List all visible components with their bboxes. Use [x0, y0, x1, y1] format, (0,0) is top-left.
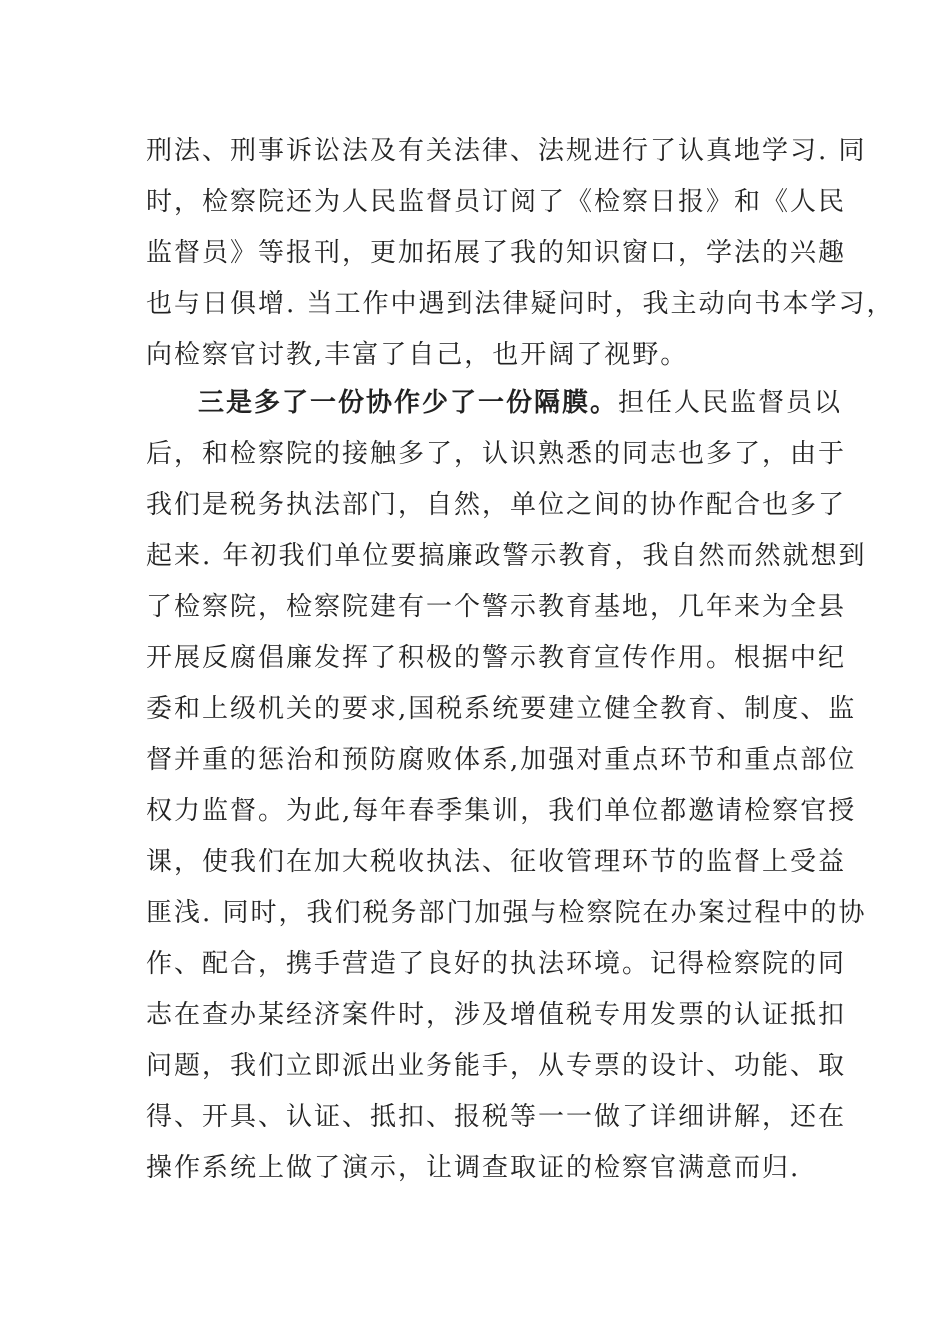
- text-line: 监督员》等报刊，更加拓展了我的知识窗口，学法的兴趣: [146, 238, 847, 268]
- text-line: 起来. 年初我们单位要搞廉政警示教育，我自然而然就想到: [146, 541, 867, 571]
- text-line: 刑法、刑事诉讼法及有关法律、法规进行了认真地学习. 同: [146, 136, 867, 166]
- text-line: 匪浅. 同时，我们税务部门加强与检察院在办案过程中的协: [146, 898, 867, 928]
- text-line: 问题，我们立即派出业务能手，从专票的设计、功能、取: [146, 1051, 847, 1081]
- text-line: 委和上级机关的要求,国税系统要建立健全教育、制度、监: [146, 694, 857, 724]
- paragraph-first-line: [146, 378, 843, 429]
- paragraph-three: [146, 378, 867, 1194]
- text-line: 督并重的惩治和预防腐败体系,加强对重点环节和重点部位: [146, 745, 857, 775]
- text-line: 作、配合，携手营造了良好的执法环境。记得检察院的同: [146, 949, 847, 979]
- text-line: 了检察院，检察院建有一个警示教育基地，几年来为全县: [146, 592, 847, 622]
- text-line: 得、开具、认证、抵扣、报税等一一做了详细讲解，还在: [146, 1102, 847, 1132]
- text-line: 操作系统上做了演示，让调查取证的检察官满意而归.: [146, 1153, 801, 1183]
- paragraph-heading: 三是多了一份协作少了一份隔膜。: [198, 388, 619, 418]
- text-line: 时，检察院还为人民监督员订阅了《检察日报》和《人民: [146, 187, 847, 217]
- text-line: 也与日俱增. 当工作中遇到法律疑问时，我主动向书本学习，: [146, 289, 895, 319]
- text-line: 开展反腐倡廉发挥了积极的警示教育宣传作用。根据中纪: [146, 643, 847, 673]
- text-line: 向检察官讨教,丰富了自己，也开阔了视野。: [146, 340, 689, 370]
- text-line: 担任人民监督员以: [618, 388, 843, 418]
- text-line: 志在查办某经济案件时，涉及增值税专用发票的认证抵扣: [146, 1000, 847, 1030]
- text-line: 后，和检察院的接触多了，认识熟悉的同志也多了，由于: [146, 439, 847, 469]
- text-line: 课，使我们在加大税收执法、征收管理环节的监督上受益: [146, 847, 847, 877]
- text-line: 我们是税务执法部门，自然，单位之间的协作配合也多了: [146, 490, 847, 520]
- text-line: 权力监督。为此,每年春季集训，我们单位都邀请检察官授: [146, 796, 857, 826]
- paragraph-continued: [146, 126, 895, 381]
